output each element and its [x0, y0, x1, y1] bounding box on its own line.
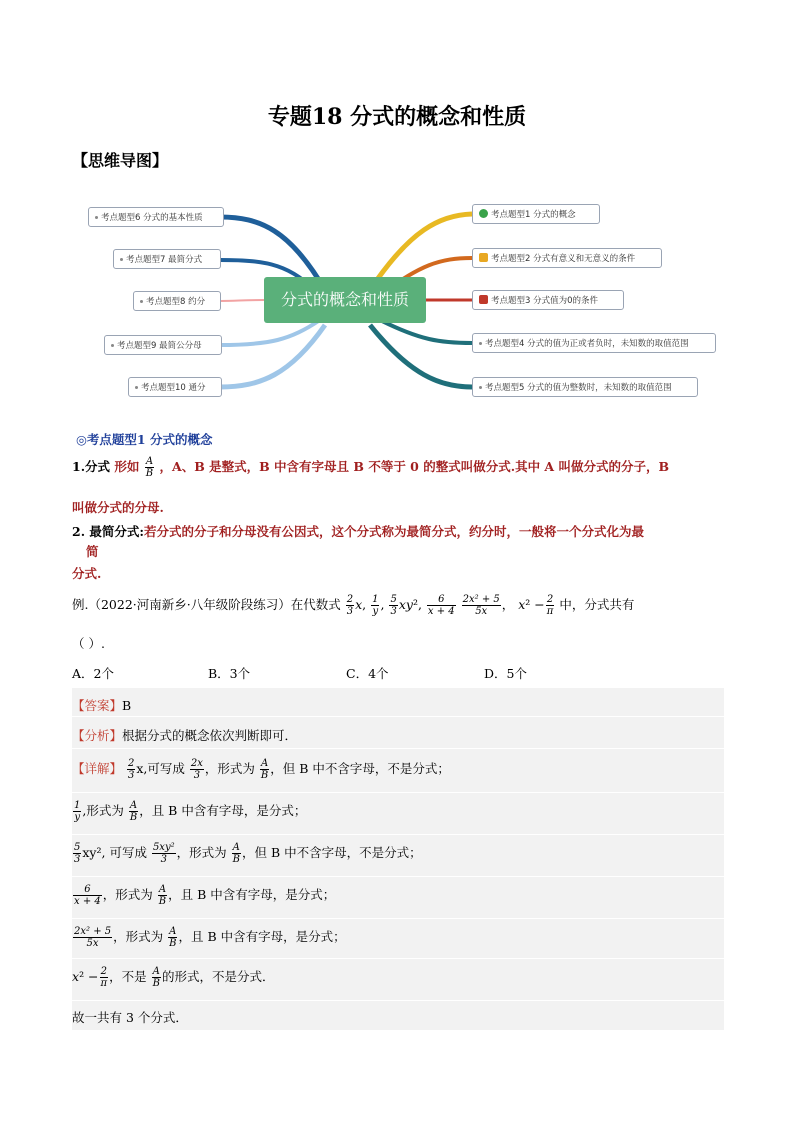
- mind-map: [80, 190, 740, 410]
- branch-left-3: [220, 300, 264, 301]
- mindmap-node-8: 考点题型8 约分: [133, 291, 221, 311]
- definition-2-wrap: 简: [86, 544, 99, 559]
- conclusion: 故一共有 3 个分式．: [72, 1010, 188, 1025]
- detail-row-3: $\frac{5}{3}$ xy², 可写成 $\frac{\text{5xy²}}{3}$ ，形式为 $\frac{A}{B}$ ，但 B 中不含字母，不是分式；: [74, 842, 422, 865]
- mindmap-node-3: 考点题型3 分式值为0的条件: [472, 290, 624, 310]
- mindmap-heading: 【思维导图】: [72, 151, 169, 170]
- gear-icon: [479, 253, 488, 262]
- definition-1: 1.分式 形如 $\frac{A}{B}$ ，A、B 是整式，B 中含有字母且 B 不等于 0 的整式叫做分式.其中 A 叫做分式的分子，B: [72, 456, 670, 479]
- example-question: 例.（2022·河南新乡·八年级阶段练习）在代数式 $\frac{2}{3}$ x, $\frac{1}{y}$ , $\frac{5}{3}$ xy², $\frac{6}{x + 4}$ $\frac{\text{2x² + 5}}{5x}$ ， x² − $\frac{2}{\pi}$ 中，分式共有: [72, 594, 635, 617]
- bullet-icon: [111, 344, 114, 347]
- bullet-icon: [140, 300, 143, 303]
- mindmap-center: 分式的概念和性质: [264, 277, 426, 323]
- mindmap-node-7: 考点题型7 最简分式: [113, 249, 221, 269]
- mindmap-node-4: 考点题型4 分式的值为正或者负时，未知数的取值范围: [472, 333, 716, 353]
- mindmap-node-10: 考点题型10 通分: [128, 377, 222, 397]
- option-a: A．2个: [72, 666, 114, 681]
- detail-row-2: $\frac{1}{y}$ ,形式为 $\frac{A}{B}$ ，且 B 中含有字母，是分式；: [74, 800, 307, 823]
- option-b: B．3个: [208, 666, 251, 681]
- definition-2-cont: 分式.: [72, 566, 102, 581]
- branch-right-5: [370, 325, 472, 387]
- bullet-icon: [135, 386, 138, 389]
- option-c: C．4个: [346, 666, 389, 681]
- bullet-icon: [95, 216, 98, 219]
- detail-row-6: x² − $\frac{2}{\pi}$ ，不是 $\frac{A}{B}$ 的形式，不是分式．: [72, 966, 275, 989]
- detail-row-1: 【详解】 $\frac{2}{3}$ x,可写成 $\frac{2x}{3}$ ，形式为 $\frac{A}{B}$ ，但 B 中不含字母，不是分式；: [72, 758, 450, 781]
- mindmap-node-9: 考点题型9 最简公分母: [104, 335, 222, 355]
- mindmap-node-2: 考点题型2 分式有意义和无意义的条件: [472, 248, 662, 268]
- topic1-heading: ◎考点题型1 分式的概念: [76, 432, 213, 447]
- bullet-icon: [479, 386, 482, 389]
- answer-row: 【答案】B: [72, 698, 132, 713]
- info-icon: [479, 209, 488, 218]
- branch-left-5: [220, 325, 325, 387]
- mindmap-node-6: 考点题型6 分式的基本性质: [88, 207, 224, 227]
- branch-left-4: [220, 320, 320, 345]
- user-icon: [479, 295, 488, 304]
- document-title: 专题18 分式的概念和性质: [267, 104, 527, 130]
- definition-2: 2. 最简分式:若分式的分子和分母没有公因式，这个分式称为最简分式，约分时，一般将一个分式化为最: [72, 524, 645, 539]
- definition-1-cont: 叫做分式的分母.: [72, 500, 164, 515]
- branch-right-4: [380, 320, 472, 343]
- mindmap-node-1: 考点题型1 分式的概念: [472, 204, 600, 224]
- bullet-icon: [120, 258, 123, 261]
- analysis-row: 【分析】根据分式的概念依次判断即可．: [72, 728, 298, 743]
- detail-row-4: $\frac{6}{x + 4}$ ，形式为 $\frac{A}{B}$ ，且 B 中含有字母，是分式；: [74, 884, 336, 907]
- fraction-a-over-b: $\frac{A}{B}$: [145, 456, 154, 479]
- example-blank: （ ）.: [72, 636, 105, 651]
- option-d: D．5个: [484, 666, 527, 681]
- mindmap-node-5: 考点题型5 分式的值为整数时，未知数的取值范围: [472, 377, 698, 397]
- detail-row-5: $\frac{\text{2x² + 5}}{5x}$ ，形式为 $\frac{A}{B}$ ，且 B 中含有字母，是分式；: [74, 926, 346, 949]
- bullet-icon: [479, 342, 482, 345]
